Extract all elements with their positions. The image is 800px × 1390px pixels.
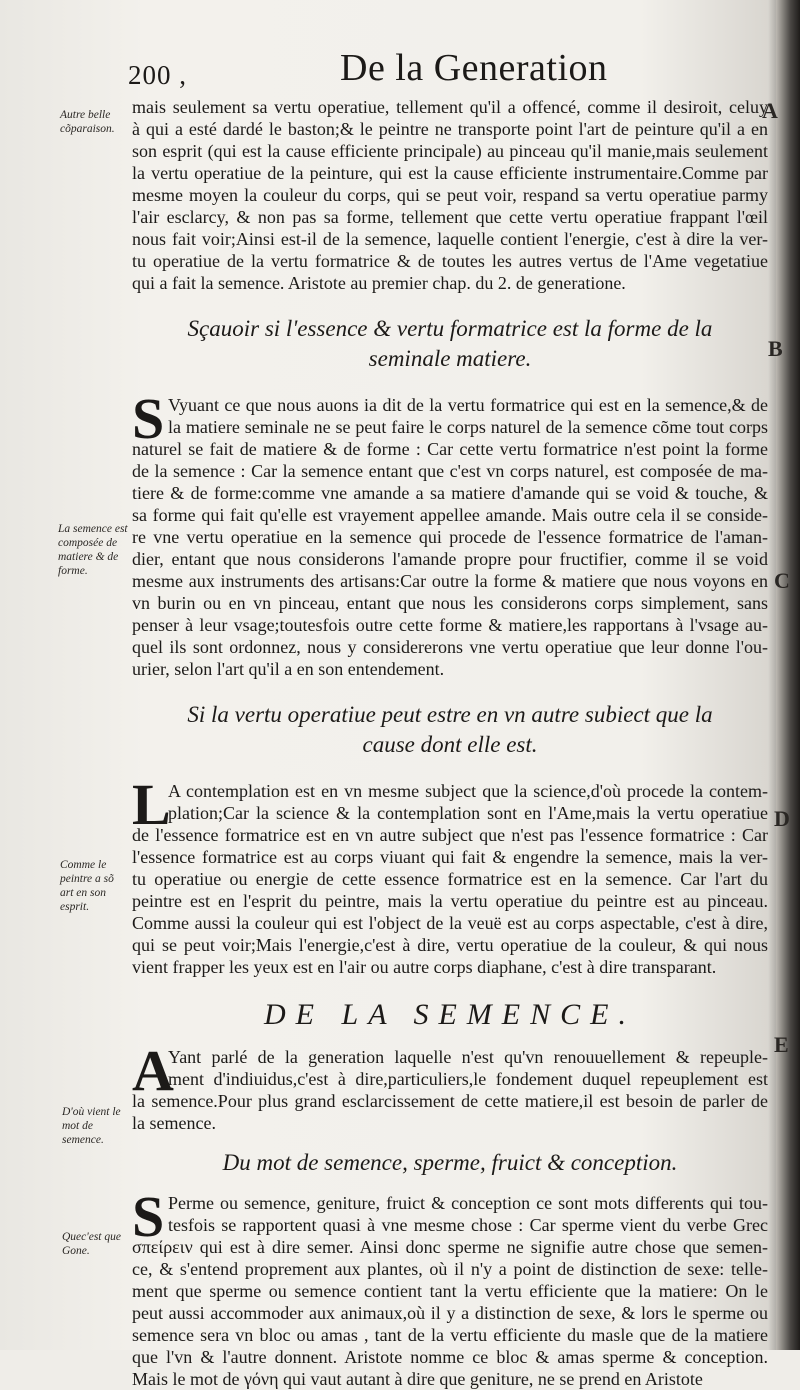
text-line: la semence.Pour plus grand esclarcissement de cette matiere,il est besoin de parler de xyxy=(132,1091,768,1111)
heading-line: Sçauoir si l'essence & vertu formatrice est la forme de la xyxy=(187,316,713,341)
paragraph-continued xyxy=(132,96,768,294)
text-line: Vyuant ce que nous auons ia dit de la vertu formatrice qui est en la semence,& de xyxy=(168,395,768,415)
text-line: semence sera vn bloc ou amas , tant de la vertu efficiente du masle que de la matiere xyxy=(132,1325,768,1345)
section-heading-essence xyxy=(132,314,768,374)
text-line: de l'essence formatrice est en vn autre subject que n'est pas l'essence formatrice : Car xyxy=(132,825,768,845)
margin-note-d-ou-vient: D'où vient le mot de semence. xyxy=(62,1106,121,1146)
text-line: peut aussi accommoder aux animaux,où il y a distinction de sexe, & lors le sperme ou xyxy=(132,1303,768,1323)
text-line: mais seulement sa vertu operatiue, tellement qu'il a offencé, comme il desiroit, celuy xyxy=(132,97,768,117)
paragraph-essence xyxy=(132,386,768,680)
text-line: dier, entant que nous considerons l'amande propre pour fructifier, comme il se void xyxy=(132,549,768,569)
text-line: mesme moyen la couleur du corps, qui se peut voir, respand sa vertu operatiue parmy xyxy=(132,185,768,205)
page-binding-edge xyxy=(776,0,800,1350)
margin-letter-c: C xyxy=(774,568,790,593)
text-line: nous fait voir;Ainsi est-il de la semence, laquelle contient l'energie, c'est à dire la ver- xyxy=(132,229,768,249)
paragraph-contemplation xyxy=(132,772,768,978)
page-header xyxy=(128,44,768,94)
text-line: Comme aussi la couleur qui est l'object de la veuë est au corps aspectable, c'est à dire, xyxy=(132,913,768,933)
text-line: qui se peut voir;Mais l'energie,c'est à dire, vertu operatiue de la couleur, & qui nous xyxy=(132,935,768,955)
paragraph-sperme xyxy=(132,1184,768,1390)
drop-cap: L xyxy=(132,772,171,837)
text-line: de la semence : Car la semence entant que c'est vn corps naturel, est composée de ma- xyxy=(132,461,768,481)
paragraph-semence xyxy=(132,1038,768,1134)
running-title: De la Generation xyxy=(340,47,608,89)
page-number: 200 , xyxy=(128,60,187,90)
heading-line: cause dont elle est. xyxy=(362,732,538,757)
section-heading-vertu xyxy=(132,700,768,760)
heading-line: seminale matiere. xyxy=(368,346,532,371)
margin-note-autre-belle: Autre belle cõparaison. xyxy=(60,109,115,135)
text-line: la matiere seminale ne se peut faire le corps naturel de la semence cõme tout corps xyxy=(168,417,768,437)
text-line: urier, selon l'art qu'il a en son entendement. xyxy=(132,659,445,679)
text-line: sa forme qui fait qu'elle est vrayement appellee amande. Mais outre cela il se conside- xyxy=(132,505,768,525)
text-line: l'essence formatrice est au corps viuant qui fait & engendre la semence, mais la ver- xyxy=(132,847,768,867)
text-line: A contemplation est en vn mesme subject que la science,d'où procede la contem- xyxy=(168,781,768,801)
text-line: ce, & s'entend proprement aux plantes, où il n'y a point de distinction de sexe: telle- xyxy=(132,1259,768,1279)
text-line: à qui a esté dardé le baston;& le peintre ne transporte point l'art de peinture qu'il a en xyxy=(132,119,768,139)
heading-line: Si la vertu operatiue peut estre en vn autre subiect que la xyxy=(187,702,713,727)
chapter-heading-semence: DE LA SEMENCE. xyxy=(264,998,636,1031)
margin-letter-d: D xyxy=(774,806,790,831)
text-line: plation;Car la science & la contemplation sont en l'Ame,mais la vertu operatiue xyxy=(168,803,768,823)
text-line: que l'vn & l'autre donnent. Aristote nomme ce bloc & amas sperme & conception. xyxy=(132,1347,768,1367)
text-line: tu operatiue de la vertu formatrice & de toutes les autres vertus de l'Ame vegetatiue xyxy=(132,251,768,271)
text-line: qui a fait la semence. Aristote au premier chap. du 2. de generatione. xyxy=(132,273,626,293)
text-line: mesme aux instruments des artisans:Car outre la forme & matiere que nous voyons en xyxy=(132,571,768,591)
drop-cap: A xyxy=(132,1038,174,1103)
margin-letter-a: A xyxy=(762,98,778,123)
text-line: tesfois se rapportent quasi à vne mesme chose : Car sperme vient du verbe Grec xyxy=(168,1215,768,1235)
text-line: tiere & de forme:comme vne amande a sa matiere d'amande qui se void & touche, & xyxy=(132,483,768,503)
page-body xyxy=(132,96,768,1390)
text-line: vn burin ou en vn pinceau, entant que nous les considerons corps simplement, sans xyxy=(132,593,768,613)
text-line: penser à leur vsage;toutesfois outre cette forme & matiere,les rapportans à l'vsage au- xyxy=(132,615,768,635)
drop-cap: S xyxy=(132,1184,165,1249)
text-line: tu operatiue ou energie de cette essence formatrice est en la semence. Car l'art du xyxy=(132,869,768,889)
text-line: Yant parlé de la generation laquelle n'est qu'vn renouuellement & repeuple- xyxy=(168,1047,768,1067)
section-heading-mot: Du mot de semence, sperme, fruict & conception. xyxy=(222,1150,678,1175)
text-line: naturel se fait de matiere & de forme : Car cette vertu formatrice n'est point la forme xyxy=(132,439,768,459)
margin-note-comme-le-peintre: Comme le peintre a sõ art en son esprit. xyxy=(60,859,114,913)
margin-note-gone: Quec'est que Gone. xyxy=(62,1231,121,1257)
text-line: son esprit (qui est la cause efficiente principale) au pinceau qu'il manie,mais seulement xyxy=(132,141,768,161)
text-line: vient frapper les yeux est en l'air ou autre corps diaphane, c'est à dire transparant. xyxy=(132,957,717,977)
drop-cap: S xyxy=(132,386,165,451)
text-line: ment que sperme ou semence contient tant la vertu efficiente que la matiere: On le xyxy=(132,1281,768,1301)
text-line: Perme ou semence, geniture, fruict & conception ce sont mots differents qui tou- xyxy=(168,1193,768,1213)
text-line: Mais le mot de γόνη qui vaut autant à dire que geniture, ne se prend en Aristote xyxy=(132,1369,703,1389)
text-line: ment d'indiuidus,c'est à dire,particuliers,le fondement duquel repeuplement est xyxy=(168,1069,768,1089)
text-line: quel ils sont ordonnez, nous y considererons vne vertu operatiue que leur donne l'ou- xyxy=(132,637,768,657)
text-line: re vne vertu operatiue en la semence qui procede de l'essence formatrice de l'aman- xyxy=(132,527,768,547)
text-line: la vertu operatiue de la peinture, qui est la cause efficiente instrumentaire.Comme par xyxy=(132,163,768,183)
text-line: la semence. xyxy=(132,1113,216,1133)
text-line: σπείρειν qui est à dire semer. Ainsi donc sperme ne signifie autre chose que semen- xyxy=(132,1237,768,1257)
margin-note-la-semence: La semence est composée de matiere & de forme. xyxy=(58,523,128,577)
text-line: l'air esclarcy, & non pas sa forme, tellement que cette vertu operatiue frappant l'œil xyxy=(132,207,768,227)
text-line: peintre est en l'esprit du peintre, mais la vertu operatiue du peintre est au pinceau. xyxy=(132,891,768,911)
margin-letter-b: B xyxy=(768,336,783,361)
margin-letter-e: E xyxy=(774,1032,789,1057)
